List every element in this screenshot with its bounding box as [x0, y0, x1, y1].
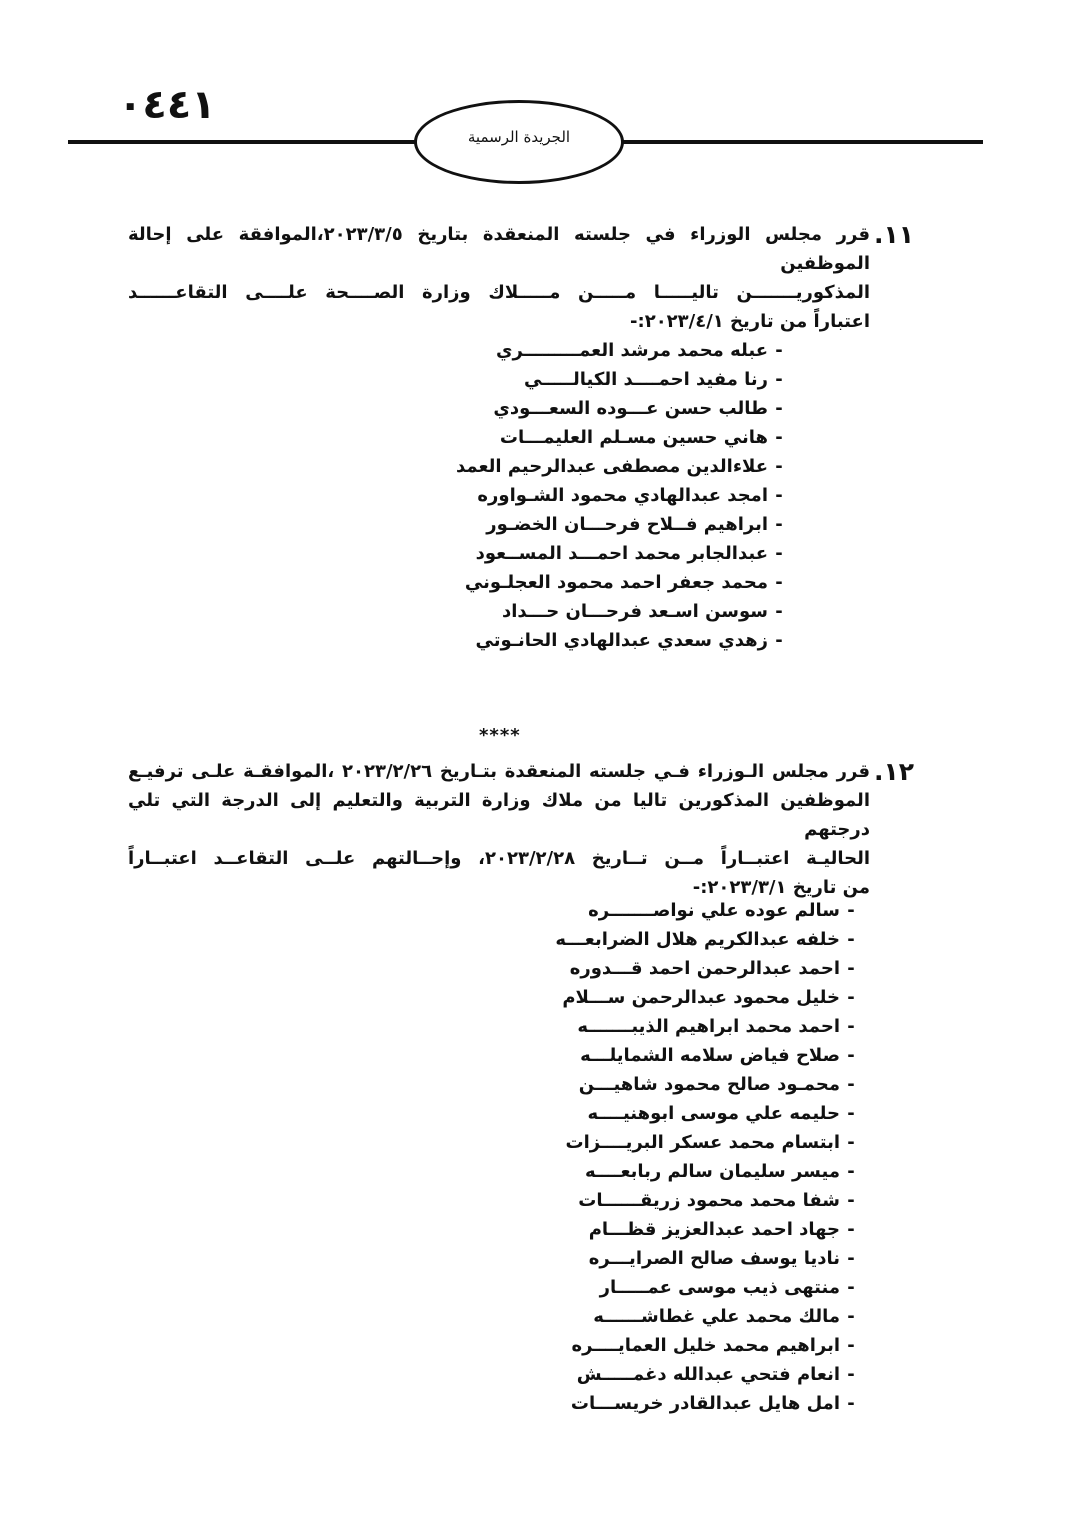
person-name: خليل محمود عبدالرحمن ســـلام [562, 987, 840, 1008]
list-item [456, 452, 790, 481]
bullet-dash: - [775, 340, 783, 361]
bullet-dash: - [847, 900, 855, 921]
list-item [555, 1331, 862, 1360]
decision-number: ١١. [873, 220, 914, 249]
page-number: ١٤٤٠ [118, 82, 216, 128]
bullet-dash: - [847, 987, 855, 1008]
separator: **** [479, 725, 521, 746]
bullet-dash: - [847, 1103, 855, 1124]
list-item [555, 983, 862, 1012]
bullet-dash: - [847, 1364, 855, 1385]
person-name: شفا محمد محمود زريقــــــات [578, 1190, 840, 1211]
decision-line: من تاريخ ٢٠٢٣/٣/١:- [692, 877, 870, 898]
bullet-dash: - [775, 427, 783, 448]
person-name: صلاح فياض سلامه الشمايلـــه [580, 1045, 840, 1066]
person-name: هاني حسين مسـلم العليمـــات [499, 427, 768, 448]
person-name: عبدالجابر محمد احمـــد المســعود [475, 543, 768, 564]
person-name: منتهى ذيب موسى عمـــــار [599, 1277, 840, 1298]
list-item [456, 510, 790, 539]
decision-line: الحاليـة اعتبــاراً مــن تــاريخ ٢٠٢٣/٢/٢٨، وإحــالتهم علــى التقاعــد اعتبــاراً [128, 848, 870, 869]
person-name: احمد عبدالرحمن احمد قـــدوره [569, 958, 840, 979]
bullet-dash: - [847, 1219, 855, 1240]
list-item [555, 954, 862, 983]
bullet-dash: - [847, 1335, 855, 1356]
decision-11 [128, 220, 914, 336]
bullet-dash: - [775, 601, 783, 622]
person-name: محمد جعفر احمد محمود العجلـوني [464, 572, 768, 593]
person-name: خلفه عبدالكريم هلال الضرابعـــه [555, 929, 840, 950]
decision-line: المذكوريـــــــن تاليـــــا مـــــن مـــــلاك وزارة الصــــحة علــــى التقاعــــــد [128, 282, 870, 303]
person-name: علاءالدين مصطفى عبدالرحيم العمد [456, 456, 768, 477]
list-item [456, 568, 790, 597]
person-name: ابتسام محمد عسكر البريــــزات [565, 1132, 840, 1153]
person-name: ابراهيم محمد خليل العمايــــره [571, 1335, 840, 1356]
person-name: جهاد احمد عبدالعزيز قظـــام [588, 1219, 840, 1240]
list-item [456, 481, 790, 510]
masthead-oval [414, 100, 624, 184]
decision-line: قرر مجلس الـوزراء فـي جلسته المنعقدة بتـاريخ ٢٠٢٣/٢/٢٦ ،الموافقـة علـى ترفيـع [128, 761, 870, 782]
list-item [555, 925, 862, 954]
bullet-dash: - [775, 369, 783, 390]
list-item [456, 423, 790, 452]
list-item [555, 1244, 862, 1273]
person-name: امجد عبدالهادي محمود الشـواوره [477, 485, 768, 506]
list-item [555, 1273, 862, 1302]
bullet-dash: - [775, 514, 783, 535]
bullet-dash: - [847, 1132, 855, 1153]
decision-line: الموظفين المذكورين تاليا من ملاك وزارة التربية والتعليم إلى الدرجة التي تلي درجتهم [128, 790, 870, 840]
list-item [555, 896, 862, 925]
bullet-dash: - [847, 929, 855, 950]
bullet-dash: - [775, 398, 783, 419]
list-item [555, 1157, 862, 1186]
masthead-title: الجريدة الرسمية [467, 128, 571, 146]
bullet-dash: - [847, 1045, 855, 1066]
promotees-list-12 [555, 896, 862, 1418]
bullet-dash: - [775, 485, 783, 506]
person-name: طالب حسن عـــوده السعـــودي [493, 398, 768, 419]
bullet-dash: - [847, 958, 855, 979]
list-item [555, 1389, 862, 1418]
decision-line: اعتباراً من تاريخ ٢٠٢٣/٤/١:- [630, 311, 870, 332]
bullet-dash: - [775, 456, 783, 477]
list-item [456, 626, 790, 655]
list-item [555, 1360, 862, 1389]
person-name: عبله محمد مرشد العمـــــــــري [496, 340, 768, 361]
decision-12 [128, 757, 914, 902]
person-name: ميسر سليمان سالم ربابعــــه [584, 1161, 840, 1182]
person-name: رنا مفيد احمــــد الكيالـــــي [524, 369, 768, 390]
person-name: مالك محمد علي غطاشــــــه [593, 1306, 840, 1327]
list-item [555, 1215, 862, 1244]
bullet-dash: - [847, 1393, 855, 1414]
bullet-dash: - [775, 572, 783, 593]
bullet-dash: - [775, 630, 783, 651]
bullet-dash: - [847, 1016, 855, 1037]
list-item [555, 1041, 862, 1070]
list-item [456, 336, 790, 365]
list-item [555, 1186, 862, 1215]
bullet-dash: - [847, 1074, 855, 1095]
list-item [555, 1128, 862, 1157]
person-name: ناديا يوسف صالح الصرايـــره [588, 1248, 840, 1269]
bullet-dash: - [847, 1161, 855, 1182]
bullet-dash: - [847, 1248, 855, 1269]
person-name: ابراهيم فــلاح فرحـــان الخضـور [486, 514, 768, 535]
decision-number: ١٢. [873, 757, 914, 786]
list-item [456, 394, 790, 423]
decision-line: قرر مجلس الوزراء في جلسته المنعقدة بتاريخ ٢٠٢٣/٣/٥،الموافقة على إحالة الموظفين [128, 224, 870, 274]
person-name: زهدي سعدي عبدالهادي الحانـوتي [475, 630, 768, 651]
list-item [456, 365, 790, 394]
list-item [555, 1099, 862, 1128]
list-item [456, 539, 790, 568]
retirees-list-11 [456, 336, 790, 655]
person-name: امل هايل عبدالقادر خريســـات [570, 1393, 840, 1414]
bullet-dash: - [847, 1277, 855, 1298]
person-name: انعام فتحي عبدالله دغمـــــش [576, 1364, 840, 1385]
decision-text [128, 220, 870, 336]
person-name: سالم عوده علي نواصـــــــره [588, 900, 840, 921]
person-name: حليمه علي موسى ابوهنيــــه [587, 1103, 840, 1124]
person-name: محمـود صالح محمود شاهيـــن [578, 1074, 840, 1095]
list-item [555, 1070, 862, 1099]
list-item [456, 597, 790, 626]
list-item [555, 1302, 862, 1331]
list-item [555, 1012, 862, 1041]
bullet-dash: - [847, 1190, 855, 1211]
person-name: سوسن اسـعد فرحـــان حـــداد [501, 601, 768, 622]
bullet-dash: - [847, 1306, 855, 1327]
person-name: احمد محمد ابراهيم الذيبـــــــه [577, 1016, 840, 1037]
bullet-dash: - [775, 543, 783, 564]
decision-text [128, 757, 870, 902]
